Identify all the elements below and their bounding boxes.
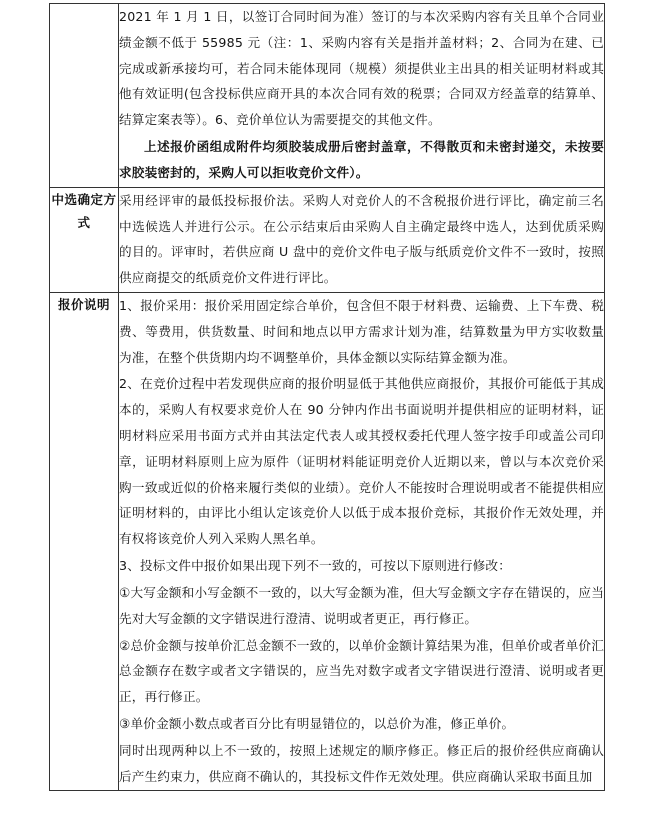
table-body bbox=[50, 4, 605, 791]
row-content-cell bbox=[119, 187, 605, 292]
paragraph: 3、投标文件中报价如果出现下列不一致的，可按以下原则进行修改： bbox=[119, 558, 512, 574]
paragraph: ①大写金额和小写金额不一致的，以大写金额为准，但大写金额文字存在错误的，应当先对大写金额的文字错误进行澄清、说明或者更正，再行修正。 bbox=[119, 584, 604, 626]
table-row bbox=[50, 292, 605, 790]
paragraph: 1、报价采用：报价采用固定综合单价，包含但不限于材料费、运输费、上下车费、税费、等费用，供货数量、时间和地点以甲方需求计划为准，结算数量为甲方实收数量为准，在整个供货期内均不调整单价，具体金额以实际结算金额为准。 bbox=[119, 297, 604, 365]
paragraph: ②总价金额与按单价汇总金额不一致的，以单价金额计算结果为准，但单价或者单价汇总金额存在数字或者文字错误的，应当先对数字或者文字错误进行澄清、说明或者更正，再行修正。 bbox=[119, 637, 604, 705]
row-label-cell bbox=[50, 187, 119, 292]
row-label-cell bbox=[50, 4, 119, 188]
row-label-cell bbox=[50, 292, 119, 790]
table-row bbox=[50, 187, 605, 292]
paragraph: 采用经评审的最低投标报价法。采购人对竞价人的不含税报价进行评比，确定前三名中选候选人并进行公示。在公示结束后由采购人自主确定最终中选人，达到优质采购的目的。评审时，若供应商 U 盘中的竞价文件电子版与纸质竞价文件不一致时，按照供应商提交的纸质竞价文件进行评比。 bbox=[119, 192, 604, 286]
row-content-cell bbox=[119, 292, 605, 790]
contract-terms-table bbox=[49, 3, 605, 791]
row-label: 报价说明 bbox=[57, 296, 110, 312]
paragraph: 上述报价函组成附件均须胶装成册后密封盖章，不得散页和未密封递交，未按要求胶装密封的，采购人可以拒收竞价文件）。 bbox=[119, 139, 604, 180]
table-row bbox=[50, 4, 605, 188]
paragraph: 2、在竞价过程中若发现供应商的报价明显低于其他供应商报价，其报价可能低于其成本的，采购人有权要求竞价人在 90 分钟内作出书面说明并提供相应的证明材料，证明材料应采用书面方式并由其法定代表人或其授权委托代理人签字按手印或盖公司印章，证明材料原则上应为原件（证明材料能证明竞价人近期以来，曾以与本次竞价采购一致或近似的价格来履行类似的业绩）。竞价人不能按时合理说明或者不能提供相应证明材料的，由评比小组认定该竞价人以低于成本报价竞标，其报价作无效处理，并有权将该竞价人列入采购人黑名单。 bbox=[119, 376, 604, 547]
paragraph: 2021 年 1 月 1 日，以签订合同时间为准）签订的与本次采购内容有关且单个合同业绩金额不低于 55985 元（注：1、采购内容有关是指并盖材料；2、合同为在建、已完成或新承接均可，若合同未能体现同（规模）须提供业主出具的相关证明材料或其他有效证明(包含投标供应商开具的本次合同有效的税票；合同双方经盖章的结算单、结算定案表等）。6、竞价单位认为需要提交的其他文件。 bbox=[119, 9, 604, 128]
row-label: 中选确定方式 bbox=[51, 191, 117, 231]
paragraph: ③单价金额小数点或者百分比有明显错位的，以总价为准，修正单价。 bbox=[119, 715, 515, 731]
row-content-cell bbox=[119, 4, 605, 188]
paragraph: 同时出现两种以上不一致的，按照上述规定的顺序修正。修正后的报价经供应商确认后产生约束力，供应商不确认的，其投标文件作无效处理。供应商确认采取书面且加 bbox=[119, 742, 604, 784]
